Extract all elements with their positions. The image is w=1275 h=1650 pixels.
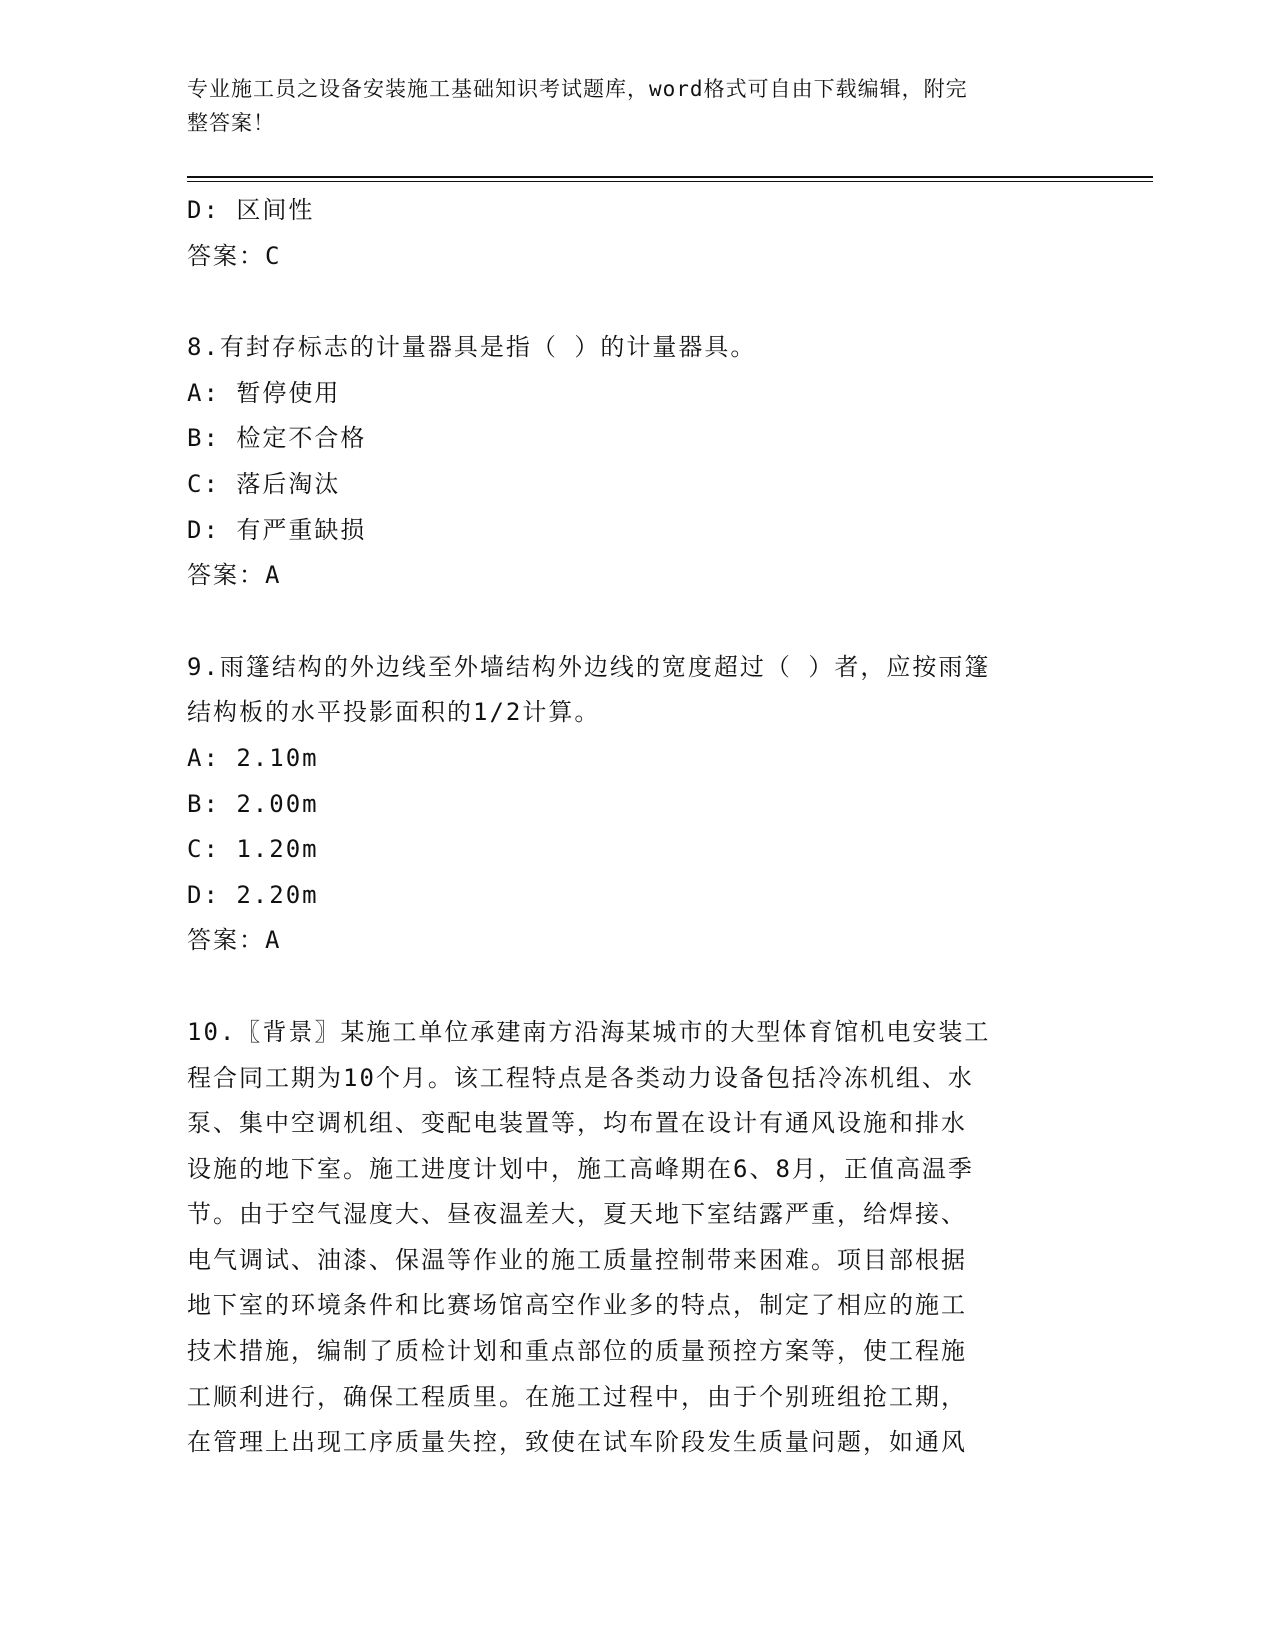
spacer [187,599,1087,645]
q10-line-1: 10.〖背景〗某施工单位承建南方沿海某城市的大型体育馆机电安装工 [187,1017,991,1046]
q10-line-6: 电气调试、油漆、保温等作业的施工质量控制带来困难。项目部根据 [187,1245,967,1274]
q10-line-9: 工顺利进行，确保工程质里。在施工过程中，由于个别班组抢工期， [187,1382,967,1411]
q8-answer: 答案：A [187,561,282,590]
q8-option-a: A: 暂停使用 [187,378,341,407]
q9-stem-line-1: 9.雨篷结构的外边线至外墙结构外边线的宽度超过（ ）者，应按雨篷 [187,652,991,681]
q9-option-c: C: 1.20m [187,835,319,864]
q8-option-b: B: 检定不合格 [187,424,367,453]
header-divider-thick [187,176,1153,178]
q7-option-d: D: 区间性 [187,196,315,224]
header-line-1: 专业施工员之设备安装施工基础知识考试题库，word格式可自由下载编辑，附完 [187,77,968,101]
q10-line-4: 设施的地下室。施工进度计划中，施工高峰期在6、8月，正值高温季 [187,1154,974,1183]
q10-line-5: 节。由于空气湿度大、昼夜温差大，夏天地下室结露严重，给焊接、 [187,1200,967,1229]
header-divider-thin [187,181,1153,182]
q10-line-3: 泵、集中空调机组、变配电装置等，均布置在设计有通风设施和排水 [187,1109,967,1138]
question-content [187,188,1087,1466]
q10-line-7: 地下室的环境条件和比赛场馆高空作业多的特点，制定了相应的施工 [187,1291,967,1320]
document-header [187,72,1067,140]
q9-option-b: B: 2.00m [187,789,319,818]
spacer [187,279,1087,325]
q7-answer: 答案：C [187,241,282,270]
q9-option-a: A: 2.10m [187,743,319,772]
q8-option-d: D: 有严重缺损 [187,515,367,544]
q10-line-8: 技术措施，编制了质检计划和重点部位的质量预控方案等，使工程施 [187,1337,967,1366]
header-line-2: 整答案！ [187,111,275,135]
q10-line-10: 在管理上出现工序质量失控，致使在试车阶段发生质量问题，如通风 [187,1428,967,1457]
q9-option-d: D: 2.20m [187,880,319,909]
q9-stem-line-2: 结构板的水平投影面积的1/2计算。 [187,698,601,727]
q10-line-2: 程合同工期为10个月。该工程特点是各类动力设备包括冷冻机组、水 [187,1063,974,1092]
q8-stem: 8.有封存标志的计量器具是指（ ）的计量器具。 [187,333,757,362]
spacer [187,964,1087,1010]
q9-answer: 答案：A [187,926,282,955]
q8-option-c: C: 落后淘汰 [187,469,341,498]
